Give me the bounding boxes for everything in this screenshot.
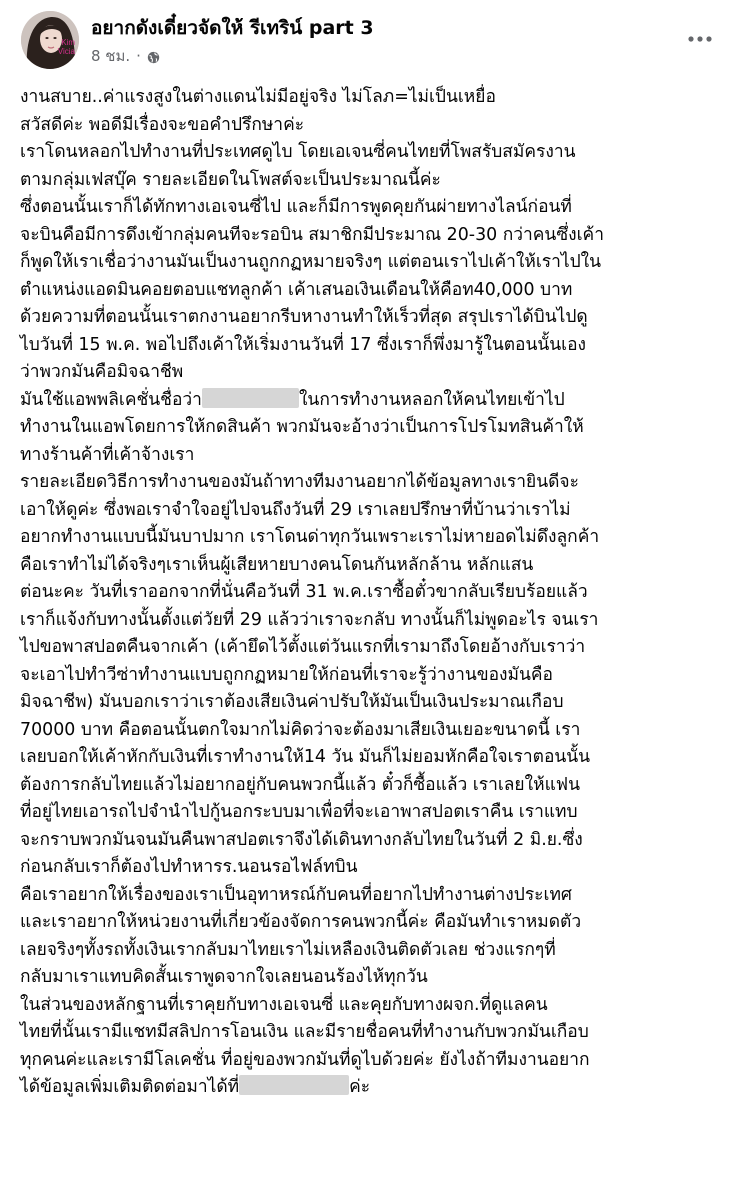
post-body-line: ทางร้านค้าที่เค้าจ้างเรา (20, 444, 195, 465)
avatar[interactable] (21, 11, 79, 69)
post-body-line: ตามกลุ่มเฟสบุ๊ค รายละเอียดในโพสต์จะเป็นประมาณนี้ค่ะ (20, 169, 441, 190)
post-body-line: ว่าพวกมันคือมิจฉาชีพ (20, 362, 184, 382)
post-body-line: ที่อยู่ไทยเอารถไปจำนำไปกู้นอกระบบมาเพื่อที่จะเอาพาสปอตเราคืน เราแทบ (20, 802, 578, 822)
post-body-line: และเราอยากให้หน่วยงานที่เกี่ยวข้องจัดการคนพวกนี้ค่ะ คือมันทำเราหมดตัว (20, 912, 582, 932)
post-body-line: อยากทำงานแบบนี้มันบาปมาก เราโดนด่าทุกวันเพราะเราไม่หายอดไม่ดึงลูกค้า (20, 527, 600, 547)
post-body-text: ในการทำงานหลอกให้คนไทยเข้าไป (298, 389, 565, 410)
post-body-line: สวัสดีค่ะ พอดีมีเรื่องจะขอคำปรึกษาค่ะ (20, 114, 305, 135)
post-body-line: งานสบาย..ค่าแรงสูงในต่างแดนไม่มีอยู่จริง ไม่โลภ=ไม่เป็นเหยื่อ (20, 87, 496, 107)
post-body-line: เราก็แจ้งกับทางนั้นตั้งแต่วัยที่ 29 แล้วว่าเราจะกลับ ทางนั้นก็ไม่พูดอะไร จนเรา (20, 609, 599, 630)
avatar-watermark-line2: Vicia (57, 47, 75, 56)
post-body-line (20, 387, 730, 415)
post-body-line: จะบินคือมีการดึงเข้ากลุ่มคนทีจะรอบิน สมาชิกมีประมาณ 20-30 กว่าคนซึ่งเค้า (20, 224, 604, 245)
more-options-button[interactable] (682, 24, 718, 54)
post-body-line: จะกราบพวกมันจนมันคืนพาสปอตเราจึงได้เดินทางกลับไทยในวันที่ 2 มิ.ย.ซึ่ง (20, 829, 583, 850)
post-body-line: เลยจริงๆทั้งรถทั้งเงินเรากลับมาไทยเราไม่เหลืองเงินติดตัวเลย ช่วงแรกๆที่ (20, 939, 556, 960)
post-body-line: ทุกคนค่ะและเรามีโลเคชั่น ที่อยู่ของพวกมันที่ดูไบด้วยค่ะ ยังไงถ้าทีมงานอยาก (20, 1049, 590, 1070)
post-body-line: ทำงานในแอพโดยการให้กดสินค้า พวกมันจะอ้างว่าเป็นการโปรโมทสินค้าให้ (20, 417, 584, 437)
post-body-line: ก็พูดให้เราเชื่อว่างานมันเป็นงานถูกกฏหมายจริงๆ แต่ตอนเราไปเค้าให้เราไปใน (20, 252, 602, 272)
post-body-line: ซึ่งตอนนั้นเราก็ได้ทักทางเอเจนซี่ไป และก็มีการพูดคุยกันผ่ายทางไลน์ก่อนที่ (20, 197, 572, 217)
post-body-line: มิจฉาชีพ) มันบอกเราว่าเราต้องเสียเงินค่าปรับให้มันเป็นเงินประมาณเกือบ (20, 692, 564, 712)
post-timestamp[interactable]: 8 ชม. (91, 47, 131, 65)
avatar-watermark-line1: Kim (61, 38, 75, 47)
post-body-line: ต่อนะคะ วันที่เราออกจากที่นั่นคือวันที่ 31 พ.ค.เราซื้อตั๋วขากลับเรียบร้อยแล้ว (20, 582, 588, 602)
post-body-line: เอาให้ดูค่ะ ซึ่งพอเราจำใจอยู่ไปจนถึงวันที่ 29 เราเลยปรึกษาที่บ้านว่าเราไม่ (20, 499, 571, 520)
post-body-line: เราโดนหลอกไปทำงานที่ประเทศดูไบ โดยเอเจนซี่คนไทยที่โพสรับสมัครงาน (20, 142, 576, 162)
redacted-text-block (202, 388, 299, 408)
post-body-line: ก่อนกลับเราก็ต้องไปทำหารร.นอนรอไฟล์ทบิน (20, 857, 358, 877)
post-body-line: รายละเอียดวิธีการทำงานของมันถ้าทางทีมงานอยากได้ข้อมูลทางเรายินดีจะ (20, 472, 579, 492)
more-horizontal-icon (688, 36, 712, 42)
post-body-line: กลับมาเราแทบคิดสั้นเราพูดจากใจเลยนอนร้องไห้ทุกวัน (20, 967, 428, 987)
post-body-line: จะเอาไปทำวีซ่าทำงานแบบถูกกฏหมายให้ก่อนที่เราจะรู้ว่างานของมันคือ (20, 664, 553, 685)
post-meta (91, 44, 160, 68)
post-body-text: มันใช้แอพพลิเคชั่นชื่อว่า (20, 389, 202, 410)
post-body-line: ไปขอพาสปอตคืนจากเค้า (เค้ายึดไว้ตั้งแต่วันแรกที่เรามาถึงโดยอ้างกับเราว่า (20, 637, 586, 657)
post-author-name[interactable]: อยากดังเดี๋ยวจัดให้ รีเทริน์ part 3 (91, 17, 374, 39)
globe-icon[interactable] (147, 50, 160, 63)
post-body-line: ด้วยความที่ตอนนั้นเราตกงานอยากรีบหางานทำให้เร็วที่สุด สรุปเราได้บินไปดู (20, 307, 588, 327)
post-body-text: ค่ะ (349, 1077, 371, 1097)
post-body (20, 84, 730, 1102)
meta-separator: · (136, 47, 141, 65)
post-body-line: คือเราทำไม่ได้จริงๆเราเห็นผู้เสียหายบางคนโดนกันหลักล้าน หลักแสน (20, 554, 534, 575)
post-body-line: ต้องการกลับไทยแล้วไม่อยากอยู่กับคนพวกนี้แล้ว ตั๋วก็ซื้อแล้ว เราเลยให้แฟน (20, 774, 580, 795)
redacted-text-block (239, 1075, 349, 1095)
avatar-watermark (58, 38, 75, 56)
post-body-line: 70000 บาท คือตอนนั้นตกใจมากไม่คิดว่าจะต้องมาเสียเงินเยอะขนาดนี้ เรา (20, 719, 581, 740)
post-body-line: ไบวันที่ 15 พ.ค. พอไปถึงเค้าให้เริ่มงานวันที่ 17 ซึ่งเราก็พึ่งมารู้ในตอนนั้นเอง (20, 334, 587, 355)
post-body-line: ในส่วนของหลักฐานที่เราคุยกับทางเอเจนซี่ และคุยกับทางผจก.ที่ดูแลคน (20, 994, 548, 1015)
post-body-line (20, 1074, 730, 1102)
post-body-text: ได้ข้อมูลเพิ่มเติมติดต่อมาได้ที่ (20, 1077, 240, 1097)
post-body-line: เลยบอกให้เค้าหักกับเงินที่เราทำงานให้14 วัน มันก็ไม่ยอมหักคือใจเราตอนนั้น (20, 747, 591, 767)
post-body-line: ไทยที่นั้นเรามีแชทมีสลิปการโอนเงิน และมีรายชื่อคนที่ทำงานกับพวกมันเกือบ (20, 1022, 589, 1042)
post-header (0, 0, 738, 80)
post-body-line: ตำแหน่งแอดมินคอยตอบแชทลูกค้า เค้าเสนอเงินเดือนให้คือท40,000 บาท (20, 279, 573, 300)
post-body-line: คือเราอยากให้เรื่องของเราเป็นอุทาหรณ์กับคนที่อยากไปทำงานต่างประเทศ (20, 884, 572, 905)
